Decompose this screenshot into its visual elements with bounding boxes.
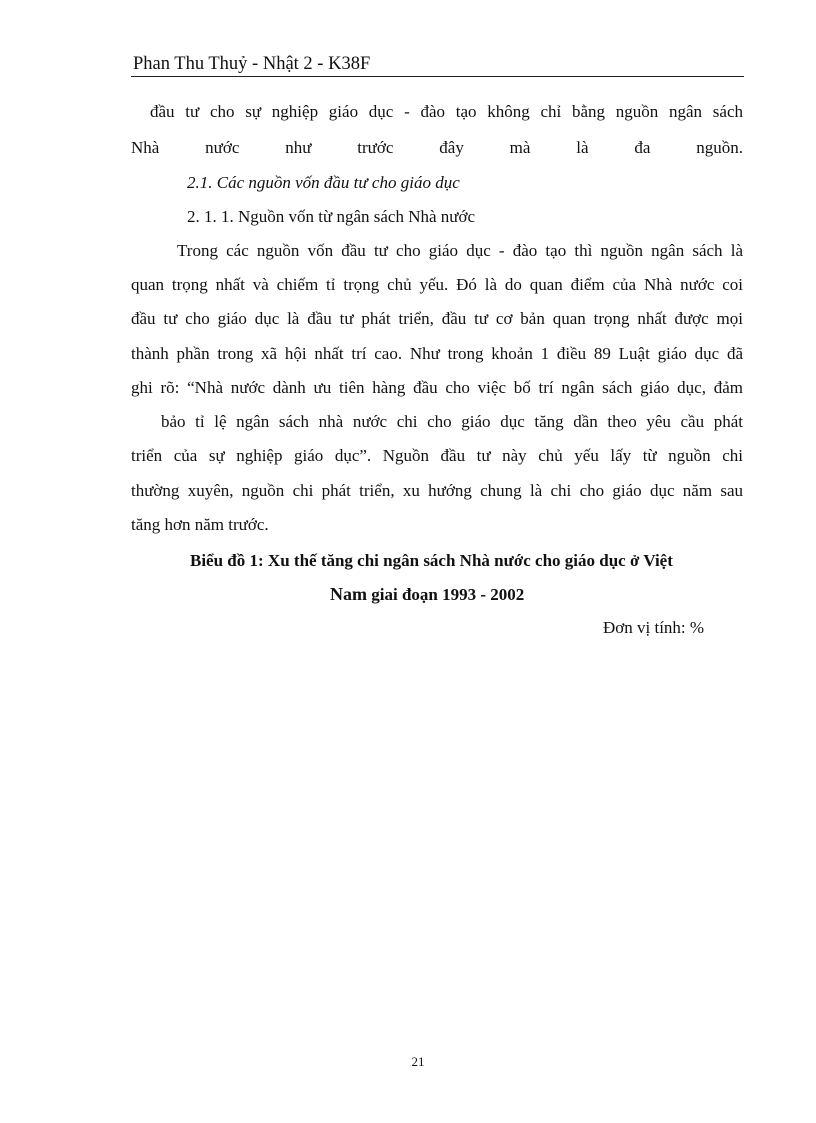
paragraph-line: ghi rõ: “Nhà nước dành ưu tiên hàng đầu cho việc bố trí ngân sách giáo dục, đảm [131, 378, 743, 397]
paragraph-line: đầu tư cho giáo dục là đầu tư phát triển, đầu tư cơ bản quan trọng nhất được mọi [131, 309, 743, 328]
section-heading: 2.1. Các nguồn vốn đầu tư cho giáo dục [187, 173, 460, 192]
chart-unit-label: Đơn vị tính: % [603, 618, 705, 637]
paragraph-line: quan trọng nhất và chiếm tỉ trọng chủ yếu. Đó là do quan điểm của Nhà nước coi [131, 275, 743, 294]
paragraph-line: đầu tư cho sự nghiệp giáo dục - đào tạo không chỉ bằng nguồn ngân sách [150, 102, 743, 121]
paragraph-line: Trong các nguồn vốn đầu tư cho giáo dục - đào tạo thì nguồn ngân sách là [177, 241, 743, 260]
chart-caption-nam: Nam [330, 584, 367, 604]
header-author-class: Phan Thu Thuỷ - Nhật 2 - K38F [133, 54, 371, 74]
paragraph-line: bảo tỉ lệ ngân sách nhà nước chi cho giáo dục tăng dần theo yêu cầu phát [161, 412, 743, 431]
running-header [131, 52, 744, 77]
subsection-heading: 2. 1. 1. Nguồn vốn từ ngân sách Nhà nước [187, 207, 476, 226]
paragraph-line: tăng hơn năm trước. [131, 515, 269, 534]
chart-caption-line2 [330, 583, 524, 606]
chart-caption-period: giai đoạn 1993 - 2002 [371, 585, 525, 604]
page-number: 21 [411, 1054, 425, 1069]
paragraph-line: thành phần trong xã hội nhất trí cao. Như trong khoản 1 điều 89 Luật giáo dục đã [131, 344, 743, 363]
paragraph-line: Nhà nước như trước đây mà là đa nguồn. [131, 138, 743, 157]
paragraph-line: triển của sự nghiệp giáo dục”. Nguồn đầu tư này chủ yếu lấy từ nguồn chi [131, 446, 743, 465]
chart-caption-line1: Biểu đồ 1: Xu thế tăng chi ngân sách Nhà nước cho giáo dục ở Việt [190, 551, 673, 570]
paragraph-line: thường xuyên, nguồn chi phát triển, xu hướng chung là chi cho giáo dục năm sau [131, 481, 743, 500]
